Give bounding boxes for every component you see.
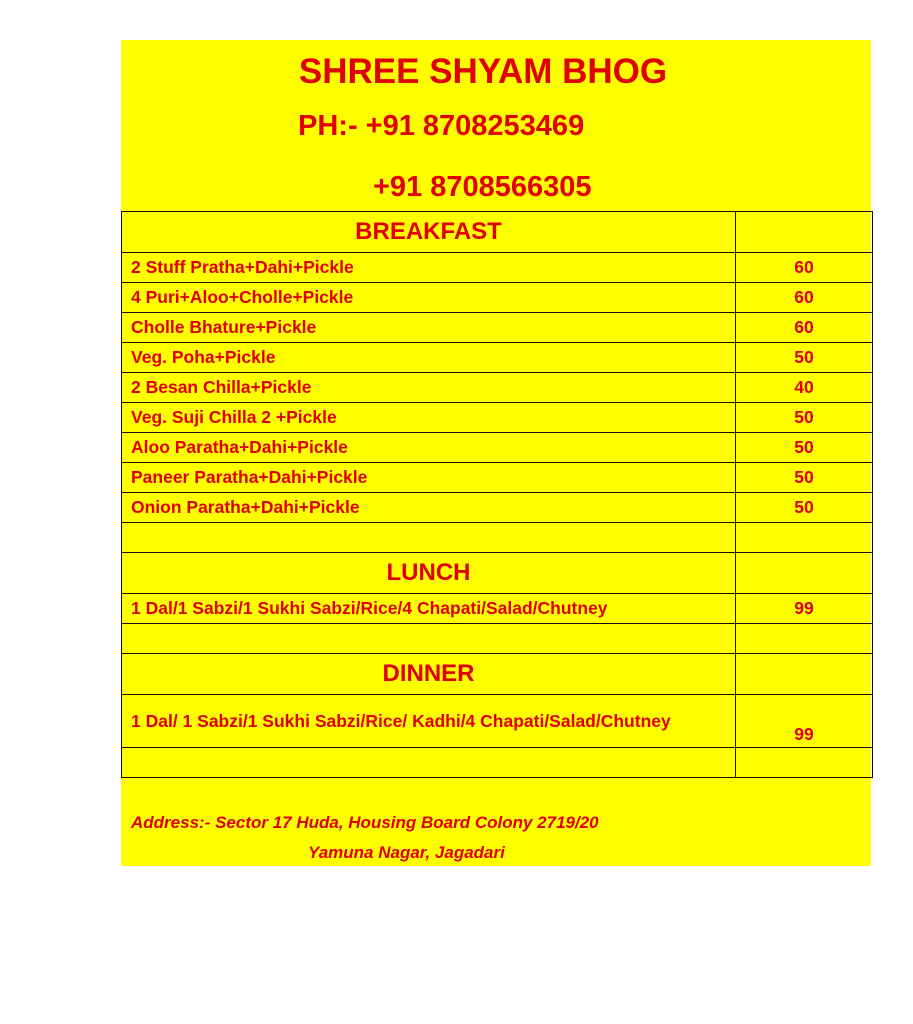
item-price: 99 [736,594,873,624]
empty-cell [122,624,736,654]
item-name: 1 Dal/ 1 Sabzi/1 Sukhi Sabzi/Rice/ Kadhi/4 Chapati/Salad/Chutney [122,695,736,748]
item-name: Aloo Paratha+Dahi+Pickle [122,433,736,463]
blank-row [122,523,873,553]
price-cell [736,654,873,695]
item-name: Veg. Suji Chilla 2 +Pickle [122,403,736,433]
menu-row [122,343,873,373]
section-header-lunch [122,553,873,594]
item-name: Onion Paratha+Dahi+Pickle [122,493,736,523]
item-price: 99 [736,695,873,748]
item-name: Cholle Bhature+Pickle [122,313,736,343]
restaurant-name: SHREE SHYAM BHOG [298,52,668,91]
empty-cell [122,523,736,553]
empty-cell [122,748,736,778]
item-price: 50 [736,343,873,373]
section-heading: DINNER [122,654,736,695]
menu-sheet [121,40,871,866]
section-header-dinner [122,654,873,695]
item-price: 50 [736,493,873,523]
item-price: 60 [736,283,873,313]
item-name: Veg. Poha+Pickle [122,343,736,373]
item-price: 40 [736,373,873,403]
section-header-breakfast [122,212,873,253]
item-name: 1 Dal/1 Sabzi/1 Sukhi Sabzi/Rice/4 Chapati/Salad/Chutney [122,594,736,624]
menu-row [122,594,873,624]
section-heading: BREAKFAST [122,212,736,253]
item-name: 2 Besan Chilla+Pickle [122,373,736,403]
item-price: 50 [736,403,873,433]
menu-row [122,403,873,433]
menu-row [122,313,873,343]
item-price: 50 [736,433,873,463]
section-heading: LUNCH [122,553,736,594]
price-cell [736,212,873,253]
item-name: 4 Puri+Aloo+Cholle+Pickle [122,283,736,313]
menu-row [122,373,873,403]
item-price: 50 [736,463,873,493]
item-name: 2 Stuff Pratha+Dahi+Pickle [122,253,736,283]
menu-row [122,253,873,283]
empty-cell [736,523,873,553]
price-cell [736,553,873,594]
empty-cell [736,624,873,654]
menu-row [122,433,873,463]
item-price: 60 [736,313,873,343]
phone-number-1: PH:- +91 8708253469 [298,110,585,142]
blank-row [122,624,873,654]
menu-row [122,283,873,313]
empty-cell [736,748,873,778]
address-line-2: Yamuna Nagar, Jagadari [308,843,505,862]
blank-row [122,748,873,778]
menu-table [121,211,873,778]
item-price: 60 [736,253,873,283]
phone-number-2: +91 8708566305 [373,171,592,203]
menu-row [122,695,873,748]
address-line-1: Address:- Sector 17 Huda, Housing Board Colony 2719/20 [131,813,599,832]
item-name: Paneer Paratha+Dahi+Pickle [122,463,736,493]
menu-row [122,463,873,493]
menu-row [122,493,873,523]
